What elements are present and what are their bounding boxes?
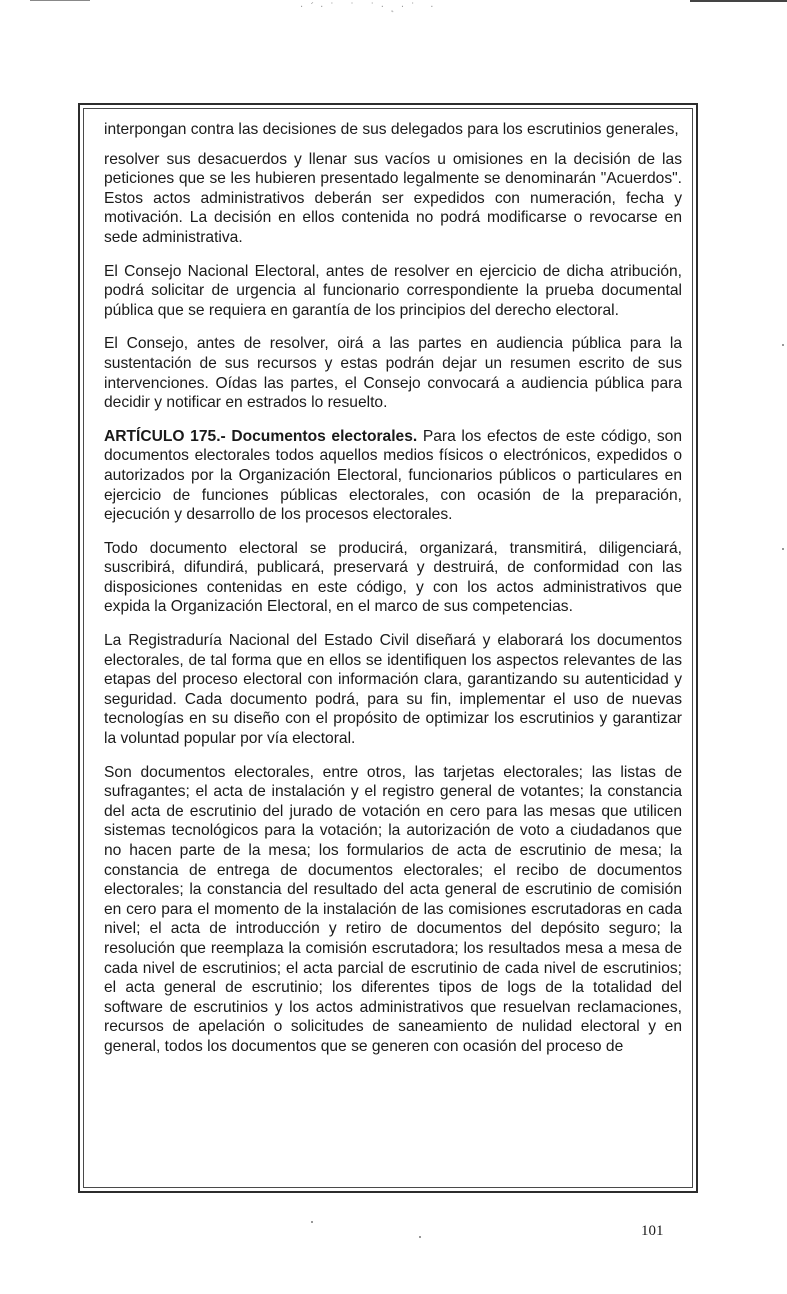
paragraph: Son documentos electorales, entre otros, las tarjetas electorales; las listas de sufragantes; el acta de instalación y el registro general de votantes; la constancia del acta de escrutinio del jurado de votación en cero para las mesas que utilicen sistemas tecnológicos para la votación; la autorización de voto a ciudadanos que no hacen parte de la mesa; los formularios de acta de escrutinio de mesa; la constancia de entrega de documentos electorales; el recibo de documentos electorales; la constancia del resultado del acta general de escrutinio de comisión en cero para el momento de la instalación de las comisiones escrutadoras en cada nivel; el acta de introducción y retiro de documentos del depósito seguro; la resolución que reemplaza la comisión escrutadora; los resultados mesa a mesa de cada nivel de escrutinios; el acta parcial de escrutinio de cada nivel de escrutinios; el acta general de escrutinio; los diferentes tipos de logs de la totalidad del software de escrutinios y los actos administrativos que resuelvan reclamaciones, recursos de apelación o solicitudes de saneamiento de nulidad electoral y en general, todos los documentos que se generen con ocasión del proceso de bbox=[104, 763, 682, 1055]
paragraph: Todo documento electoral se producirá, organizará, transmitirá, diligenciará, suscribirá, difundirá, publicará, preservará y destruirá, de conformidad con las disposiciones contenidas en este código, y con los actos administrativos que expida la Organización Electoral, en el marco de sus competencias. bbox=[104, 539, 682, 616]
scan-speck bbox=[311, 1221, 313, 1223]
article-heading: ARTÍCULO 175.- Documentos electorales. bbox=[104, 427, 418, 445]
paragraph: El Consejo, antes de resolver, oirá a las partes en audiencia pública para la sustentación de sus recursos y estas podrán dejar un resumen escrito de sus intervenciones. Oídas las partes, el Consejo convocará a audiencia pública para decidir y notificar en estrados lo resuelto. bbox=[104, 335, 682, 412]
paragraph: El Consejo Nacional Electoral, antes de resolver en ejercicio de dicha atribución, podrá solicitar de urgencia al funcionario correspondiente la prueba documental pública que se requiera en garantía de los principios del derecho electoral. bbox=[104, 262, 682, 319]
paragraph: La Registraduría Nacional del Estado Civil diseñará y elaborará los documentos electorales, de tal forma que en ellos se identifiquen los aspectos relevantes de las etapas del proceso electoral con información clara, garantizando su autenticidad y seguridad. Cada documento podrá, para su fin, implementar el uso de nuevas tecnologías en su diseño con el propósito de optimizar los escrutinios y garantizar la voluntad popular por vía electoral. bbox=[104, 632, 682, 748]
scan-speck bbox=[782, 344, 784, 346]
scan-speck bbox=[419, 1236, 421, 1238]
scan-artifact: ·´·˙ ˙ ˙·˛·˙ · bbox=[300, 2, 440, 13]
scan-edge-line bbox=[690, 0, 787, 2]
paragraph: resolver sus desacuerdos y llenar sus vacíos u omisiones en la decisión de las peticiones que se les hubieren presentado legalmente se denominarán "Acuerdos". Estos actos administrativos deberán ser expedidos con numeración, fecha y motivación. La decisión en ellos contenida no podrá modificarse o revocarse en sede administrativa. bbox=[104, 150, 682, 246]
scan-speck bbox=[782, 548, 784, 550]
article-paragraph bbox=[104, 427, 682, 525]
page-number: 101 bbox=[641, 1223, 664, 1239]
paragraph: interpongan contra las decisiones de sus delegados para los escrutinios generales, bbox=[104, 121, 679, 138]
article-body: Para los efectos de este código, son documentos electorales todos aquellos medios físicos o electrónicos, expedidos o autorizados por la Organización Electoral, funcionarios públicos o particulares en ejercicio de funciones públicas electorales, con ocasión de la preparación, ejecución y desarrollo de los procesos electorales. bbox=[104, 427, 682, 524]
scan-edge-mark bbox=[30, 0, 90, 1]
document-body bbox=[104, 120, 682, 1071]
